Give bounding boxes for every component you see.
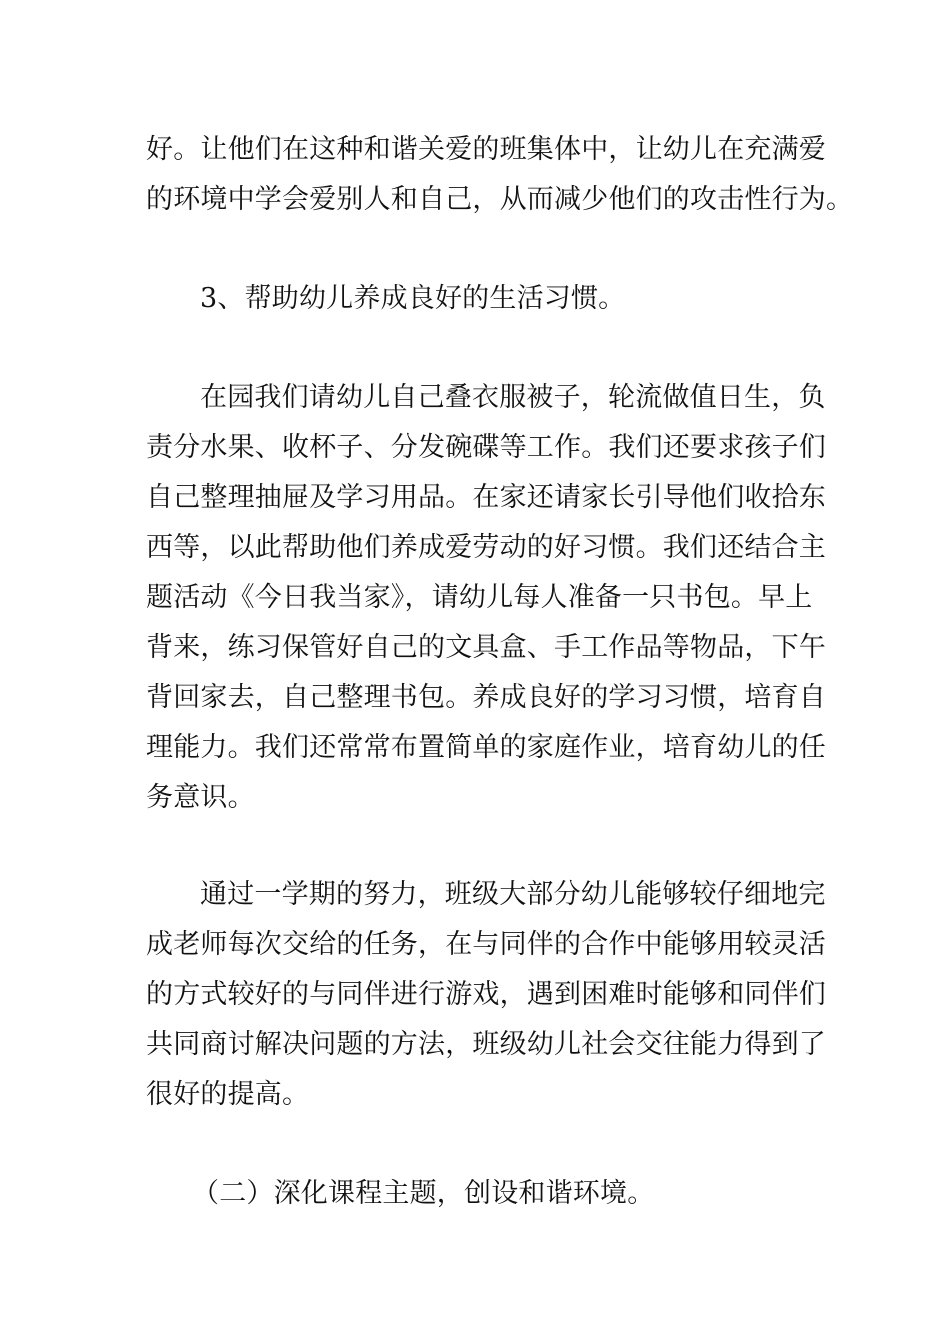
section-item-3-heading: 3、帮助幼儿养成良好的生活习惯。	[200, 283, 626, 314]
paragraph-3-line-5: 题活动《今日我当家》，请幼儿每人准备一只书包。早上	[146, 582, 813, 613]
paragraph-3-line-6: 背来，练习保管好自己的文具盒、手工作品等物品，下午	[146, 632, 826, 663]
paragraph-3-line-2: 责分水果、收杯子、分发碗碟等工作。我们还要求孩子们	[146, 432, 826, 463]
paragraph-3-line-3: 自己整理抽屉及学习用品。在家还请家长引导他们收拾东	[146, 482, 826, 513]
paragraph-1-line-2: 的环境中学会爱别人和自己，从而减少他们的攻击性行为。	[146, 184, 854, 215]
paragraph-3-line-4: 西等，以此帮助他们养成爱劳动的好习惯。我们还结合主	[146, 532, 826, 563]
paragraph-3-line-8: 理能力。我们还常常布置简单的家庭作业，培育幼儿的任	[146, 732, 826, 763]
paragraph-4-line-3: 的方式较好的与同伴进行游戏，遇到困难时能够和同伴们	[146, 979, 826, 1010]
paragraph-4-line-1: 通过一学期的努力，班级大部分幼儿能够较仔细地完	[200, 879, 826, 910]
paragraph-1-line-1: 好。让他们在这种和谐关爱的班集体中，让幼儿在充满爱	[146, 134, 826, 165]
paragraph-4-line-4: 共同商讨解决问题的方法，班级幼儿社会交往能力得到了	[146, 1029, 826, 1060]
paragraph-3-line-9: 务意识。	[146, 782, 255, 813]
paragraph-3-line-1: 在园我们请幼儿自己叠衣服被子，轮流做值日生，负	[200, 382, 826, 413]
paragraph-4-line-2: 成老师每次交给的任务，在与同伴的合作中能够用较灵活	[146, 929, 826, 960]
section-two-heading: （二）深化课程主题，创设和谐环境。	[192, 1178, 655, 1209]
paragraph-3-line-7: 背回家去，自己整理书包。养成良好的学习习惯，培育自	[146, 682, 826, 713]
paragraph-4-line-5: 很好的提高。	[146, 1079, 310, 1110]
